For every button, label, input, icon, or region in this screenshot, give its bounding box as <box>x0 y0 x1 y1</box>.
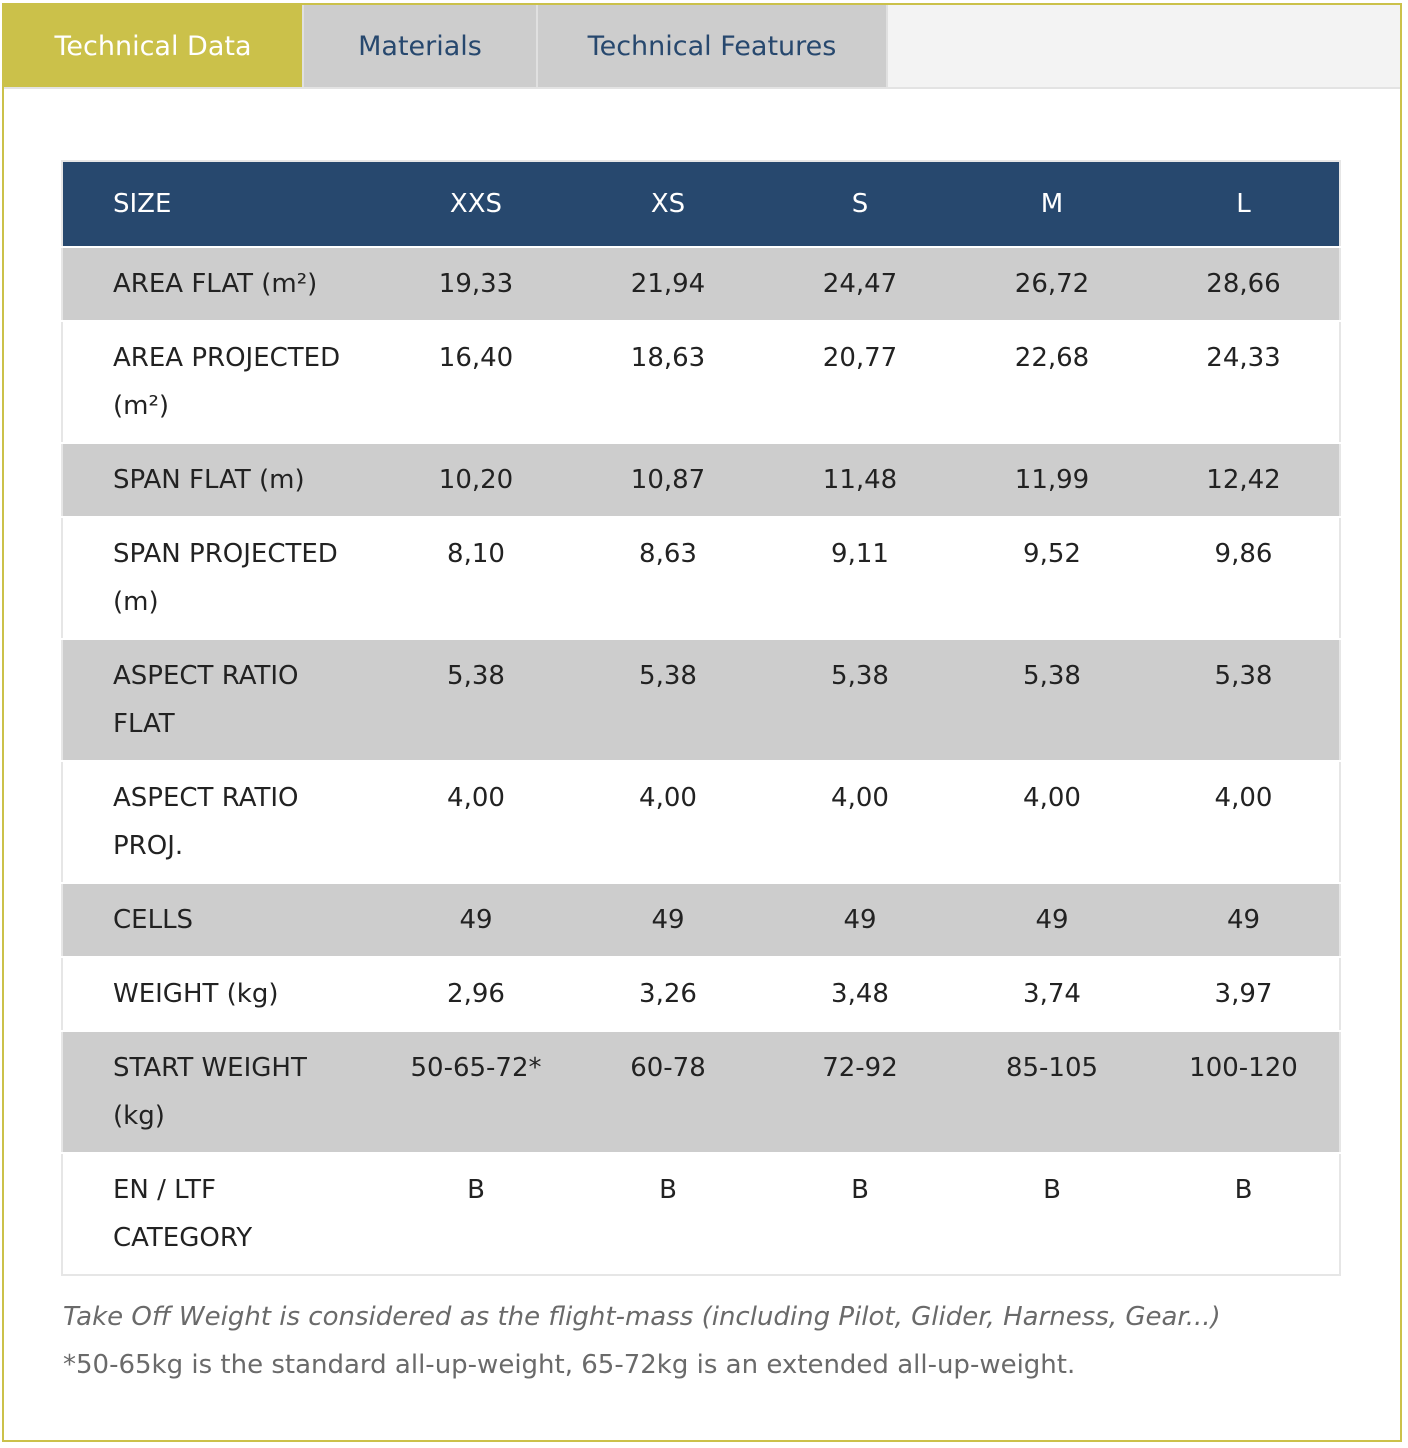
table-cell: 26,72 <box>956 247 1148 321</box>
row-label: ASPECT RATIO PROJ. <box>62 761 380 883</box>
table-cell: 22,68 <box>956 321 1148 443</box>
weight-footnote: *50-65kg is the standard all-up-weight, 65-72kg is an extended all-up-weight. <box>63 1350 1076 1380</box>
table-row <box>62 639 1340 761</box>
table-row <box>62 321 1340 443</box>
table-cell: 12,42 <box>1148 443 1340 517</box>
size-column-header: L <box>1148 161 1340 247</box>
table-cell: 11,48 <box>764 443 956 517</box>
table-row <box>62 1153 1340 1275</box>
table-cell: 3,74 <box>956 957 1148 1031</box>
table-header-row <box>62 161 1340 247</box>
row-label: CELLS <box>62 883 380 957</box>
row-label: AREA PROJECTED (m²) <box>62 321 380 443</box>
row-label: EN / LTF CATEGORY <box>62 1153 380 1275</box>
size-column-header: M <box>956 161 1148 247</box>
table-cell: 18,63 <box>572 321 764 443</box>
table-cell: B <box>764 1153 956 1275</box>
tab-materials[interactable]: Materials <box>304 5 538 87</box>
size-header: SIZE <box>62 161 380 247</box>
tab-bar <box>4 5 1400 89</box>
table-cell: 28,66 <box>1148 247 1340 321</box>
table-cell: 20,77 <box>764 321 956 443</box>
table-row <box>62 247 1340 321</box>
table-cell: 5,38 <box>956 639 1148 761</box>
table-cell: 10,20 <box>380 443 572 517</box>
table-cell: 5,38 <box>1148 639 1340 761</box>
row-label: START WEIGHT (kg) <box>62 1031 380 1153</box>
table-cell: 49 <box>956 883 1148 957</box>
table-cell: 21,94 <box>572 247 764 321</box>
table-cell: 4,00 <box>956 761 1148 883</box>
table-cell: B <box>380 1153 572 1275</box>
row-label: SPAN FLAT (m) <box>62 443 380 517</box>
table-cell: 9,86 <box>1148 517 1340 639</box>
table-row <box>62 1031 1340 1153</box>
table-cell: 10,87 <box>572 443 764 517</box>
table-cell: 9,52 <box>956 517 1148 639</box>
table-cell: 4,00 <box>1148 761 1340 883</box>
table-cell: 24,47 <box>764 247 956 321</box>
row-label: AREA FLAT (m²) <box>62 247 380 321</box>
table-cell: 8,63 <box>572 517 764 639</box>
size-column-header: XS <box>572 161 764 247</box>
table-row <box>62 517 1340 639</box>
table-cell: 60-78 <box>572 1031 764 1153</box>
table-cell: 5,38 <box>380 639 572 761</box>
table-cell: 49 <box>380 883 572 957</box>
tab-technical-data[interactable]: Technical Data <box>4 5 304 87</box>
table-cell: B <box>1148 1153 1340 1275</box>
table-cell: 49 <box>764 883 956 957</box>
table-cell: 4,00 <box>764 761 956 883</box>
table-row <box>62 957 1340 1031</box>
table-cell: 49 <box>1148 883 1340 957</box>
table-cell: 3,48 <box>764 957 956 1031</box>
table-cell: 3,26 <box>572 957 764 1031</box>
table-row <box>62 761 1340 883</box>
table-cell: 24,33 <box>1148 321 1340 443</box>
table-cell: 85-105 <box>956 1031 1148 1153</box>
table-cell: 4,00 <box>572 761 764 883</box>
row-label: SPAN PROJECTED (m) <box>62 517 380 639</box>
takeoff-weight-note: Take Off Weight is considered as the flight-mass (including Pilot, Glider, Harness, Gear...) <box>63 1302 1221 1332</box>
table-cell: 49 <box>572 883 764 957</box>
table-cell: 100-120 <box>1148 1031 1340 1153</box>
table-cell: 8,10 <box>380 517 572 639</box>
table-cell: 11,99 <box>956 443 1148 517</box>
table-row <box>62 883 1340 957</box>
table-cell: 4,00 <box>380 761 572 883</box>
size-column-header: S <box>764 161 956 247</box>
row-label: ASPECT RATIO FLAT <box>62 639 380 761</box>
table-row <box>62 443 1340 517</box>
row-label: WEIGHT (kg) <box>62 957 380 1031</box>
table-cell: 5,38 <box>764 639 956 761</box>
table-cell: 50-65-72* <box>380 1031 572 1153</box>
table-cell: 19,33 <box>380 247 572 321</box>
table-cell: 5,38 <box>572 639 764 761</box>
table-cell: B <box>956 1153 1148 1275</box>
technical-data-table <box>61 160 1341 1276</box>
table-cell: 9,11 <box>764 517 956 639</box>
table-cell: 3,97 <box>1148 957 1340 1031</box>
table-cell: 2,96 <box>380 957 572 1031</box>
size-column-header: XXS <box>380 161 572 247</box>
table-cell: 72-92 <box>764 1031 956 1153</box>
table-cell: B <box>572 1153 764 1275</box>
tab-technical-features[interactable]: Technical Features <box>538 5 888 87</box>
table-cell: 16,40 <box>380 321 572 443</box>
table-body <box>62 247 1340 1275</box>
